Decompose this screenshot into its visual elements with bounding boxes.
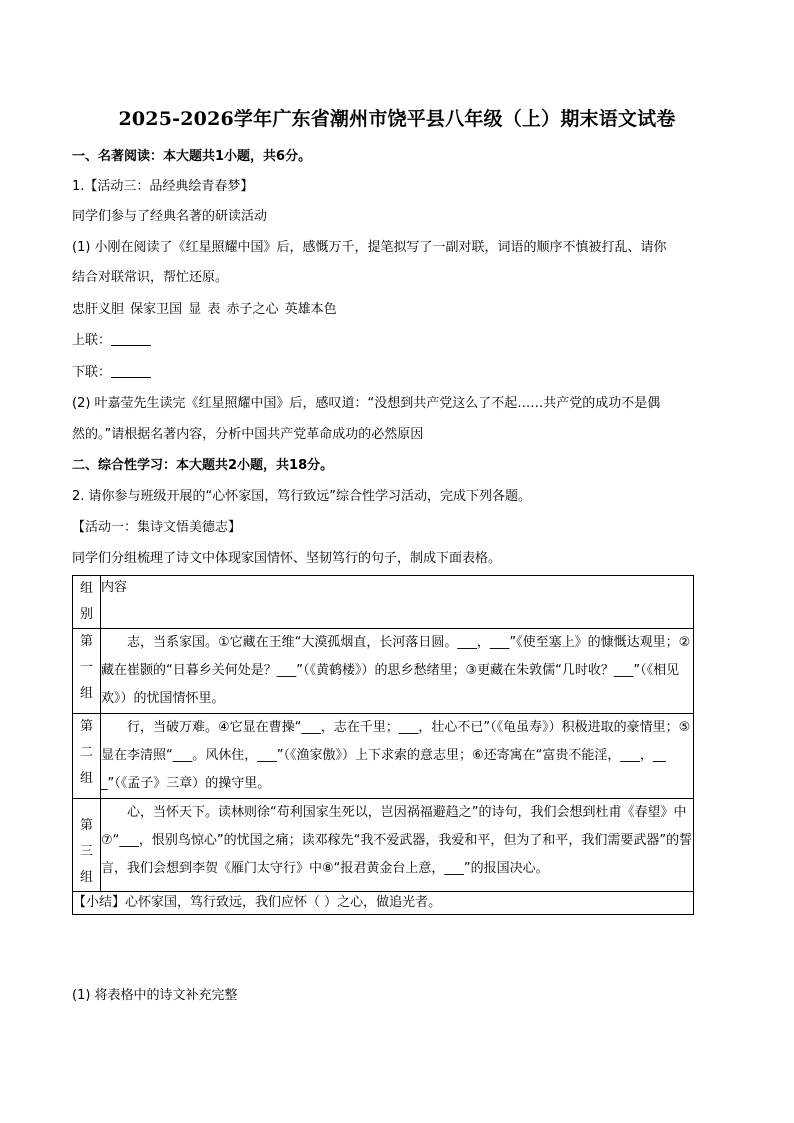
table-summary-row [73,892,694,915]
question-1-intro: 同学们参与了经典名著的研读活动 [72,209,268,224]
row-content-text: 行，当破万难。④它显在曹操“___，志在千里；___，壮心不已”（《龟虽寿》）积极进取的豪情里；⑤显在李清照“___。风休住，___”（《渔家傲》）上下求索的意志里；⑥还寄寓在“富贵不能淫，___，___”（《孟子》三章）的操守里。 [101,720,691,791]
question-1-heading: 1.【活动三：品经典绘青春梦】 [72,179,254,194]
lower-couplet-label: 下联： [72,365,112,380]
header-group-cell [73,576,101,629]
table-header-row [73,576,694,629]
question-2-sub1: (1) 将表格中的诗文补充完整 [72,988,238,1003]
header-group-char: 别 [79,607,93,622]
page-title: 2025-2026学年广东省潮州市饶平县八年级（上）期末语文试卷 [118,108,676,130]
group-cell [73,629,101,714]
header-content-cell: 内容 [101,576,694,629]
lower-couplet-blank [111,363,151,378]
group-char: 第 [79,719,93,734]
poem-table [72,575,694,915]
table-row [73,629,694,714]
group-char: 第 [79,818,93,833]
group-cell [73,799,101,892]
group-char: 组 [79,771,93,786]
summary-cell: 【小结】心怀家国，笃行致远，我们应怀（ ）之心，做追光者。 [73,892,694,915]
section-heading-2: 二、综合性学习：本大题共2小题，共18分。 [72,458,334,473]
question-2-heading: 2. 请你参与班级开展的“心怀家国，笃行致远”综合性学习活动，完成下列各题。 [72,489,532,504]
activity-1-heading: 【活动一：集诗文悟美德志】 [72,520,242,535]
content-cell [101,629,694,714]
upper-couplet-blank [111,331,151,346]
group-char: 第 [79,634,93,649]
question-1-sub2-line1: (2) 叶嘉莹先生读完《红星照耀中国》后，感叹道：“没想到共产党这么了不起……共产党的成功不是偶 [72,396,661,411]
upper-couplet-label: 上联： [72,333,112,348]
upper-couplet-row [72,331,151,351]
header-group-char: 组 [79,581,93,596]
row-content-text: 心，当怀天下。读林则徐“苟利国家生死以，岂因祸福避趋之”的诗句，我们会想到杜甫《春望》中⑦“___，恨别鸟惊心”的忧国之痛；读邓稼先“我不爱武器，我爱和平，但为了和平，我们需要武器”的誓言，我们会想到李贺《雁门太守行》中⑧“报君黄金台上意，___”的报国决心。 [101,805,693,876]
lower-couplet-row [72,363,151,383]
group-char: 三 [79,844,93,859]
question-1-sub1-line2: 结合对联常识，帮忙还原。 [72,270,229,285]
content-cell [101,799,694,892]
table-row [73,799,694,892]
question-1-sub2-line2: 然的。”请根据名著内容，分析中国共产党革命成功的必然原因 [72,427,424,442]
section-heading-1: 一、名著阅读：本大题共1小题，共6分。 [72,149,312,164]
group-char: 组 [79,686,93,701]
group-cell [73,714,101,799]
question-1-sub1-line1: (1) 小刚在阅读了《红星照耀中国》后，感慨万千，提笔拟写了一副对联，词语的顺序不慎被打乱、请你 [72,240,667,255]
group-char: 二 [79,745,93,760]
group-char: 组 [79,870,93,885]
group-char: 一 [79,660,93,675]
table-row [73,714,694,799]
content-cell [101,714,694,799]
row-content-text: 志，当系家国。①它藏在王维“大漠孤烟直，长河落日圆。___，___”《使至塞上》的慷慨达观里；②藏在崔颢的“日暮乡关何处是？___”（《黄鹤楼》）的思乡愁绪里；③更藏在朱敦儒“几时收？___”（《相见欢》）的忧国情怀里。 [101,635,691,706]
word-bank: 忠肝义胆 保家卫国 显 表 赤子之心 英雄本色 [72,302,337,317]
table-intro: 同学们分组梳理了诗文中体现家国情怀、坚韧笃行的句子，制成下面表格。 [72,551,502,566]
